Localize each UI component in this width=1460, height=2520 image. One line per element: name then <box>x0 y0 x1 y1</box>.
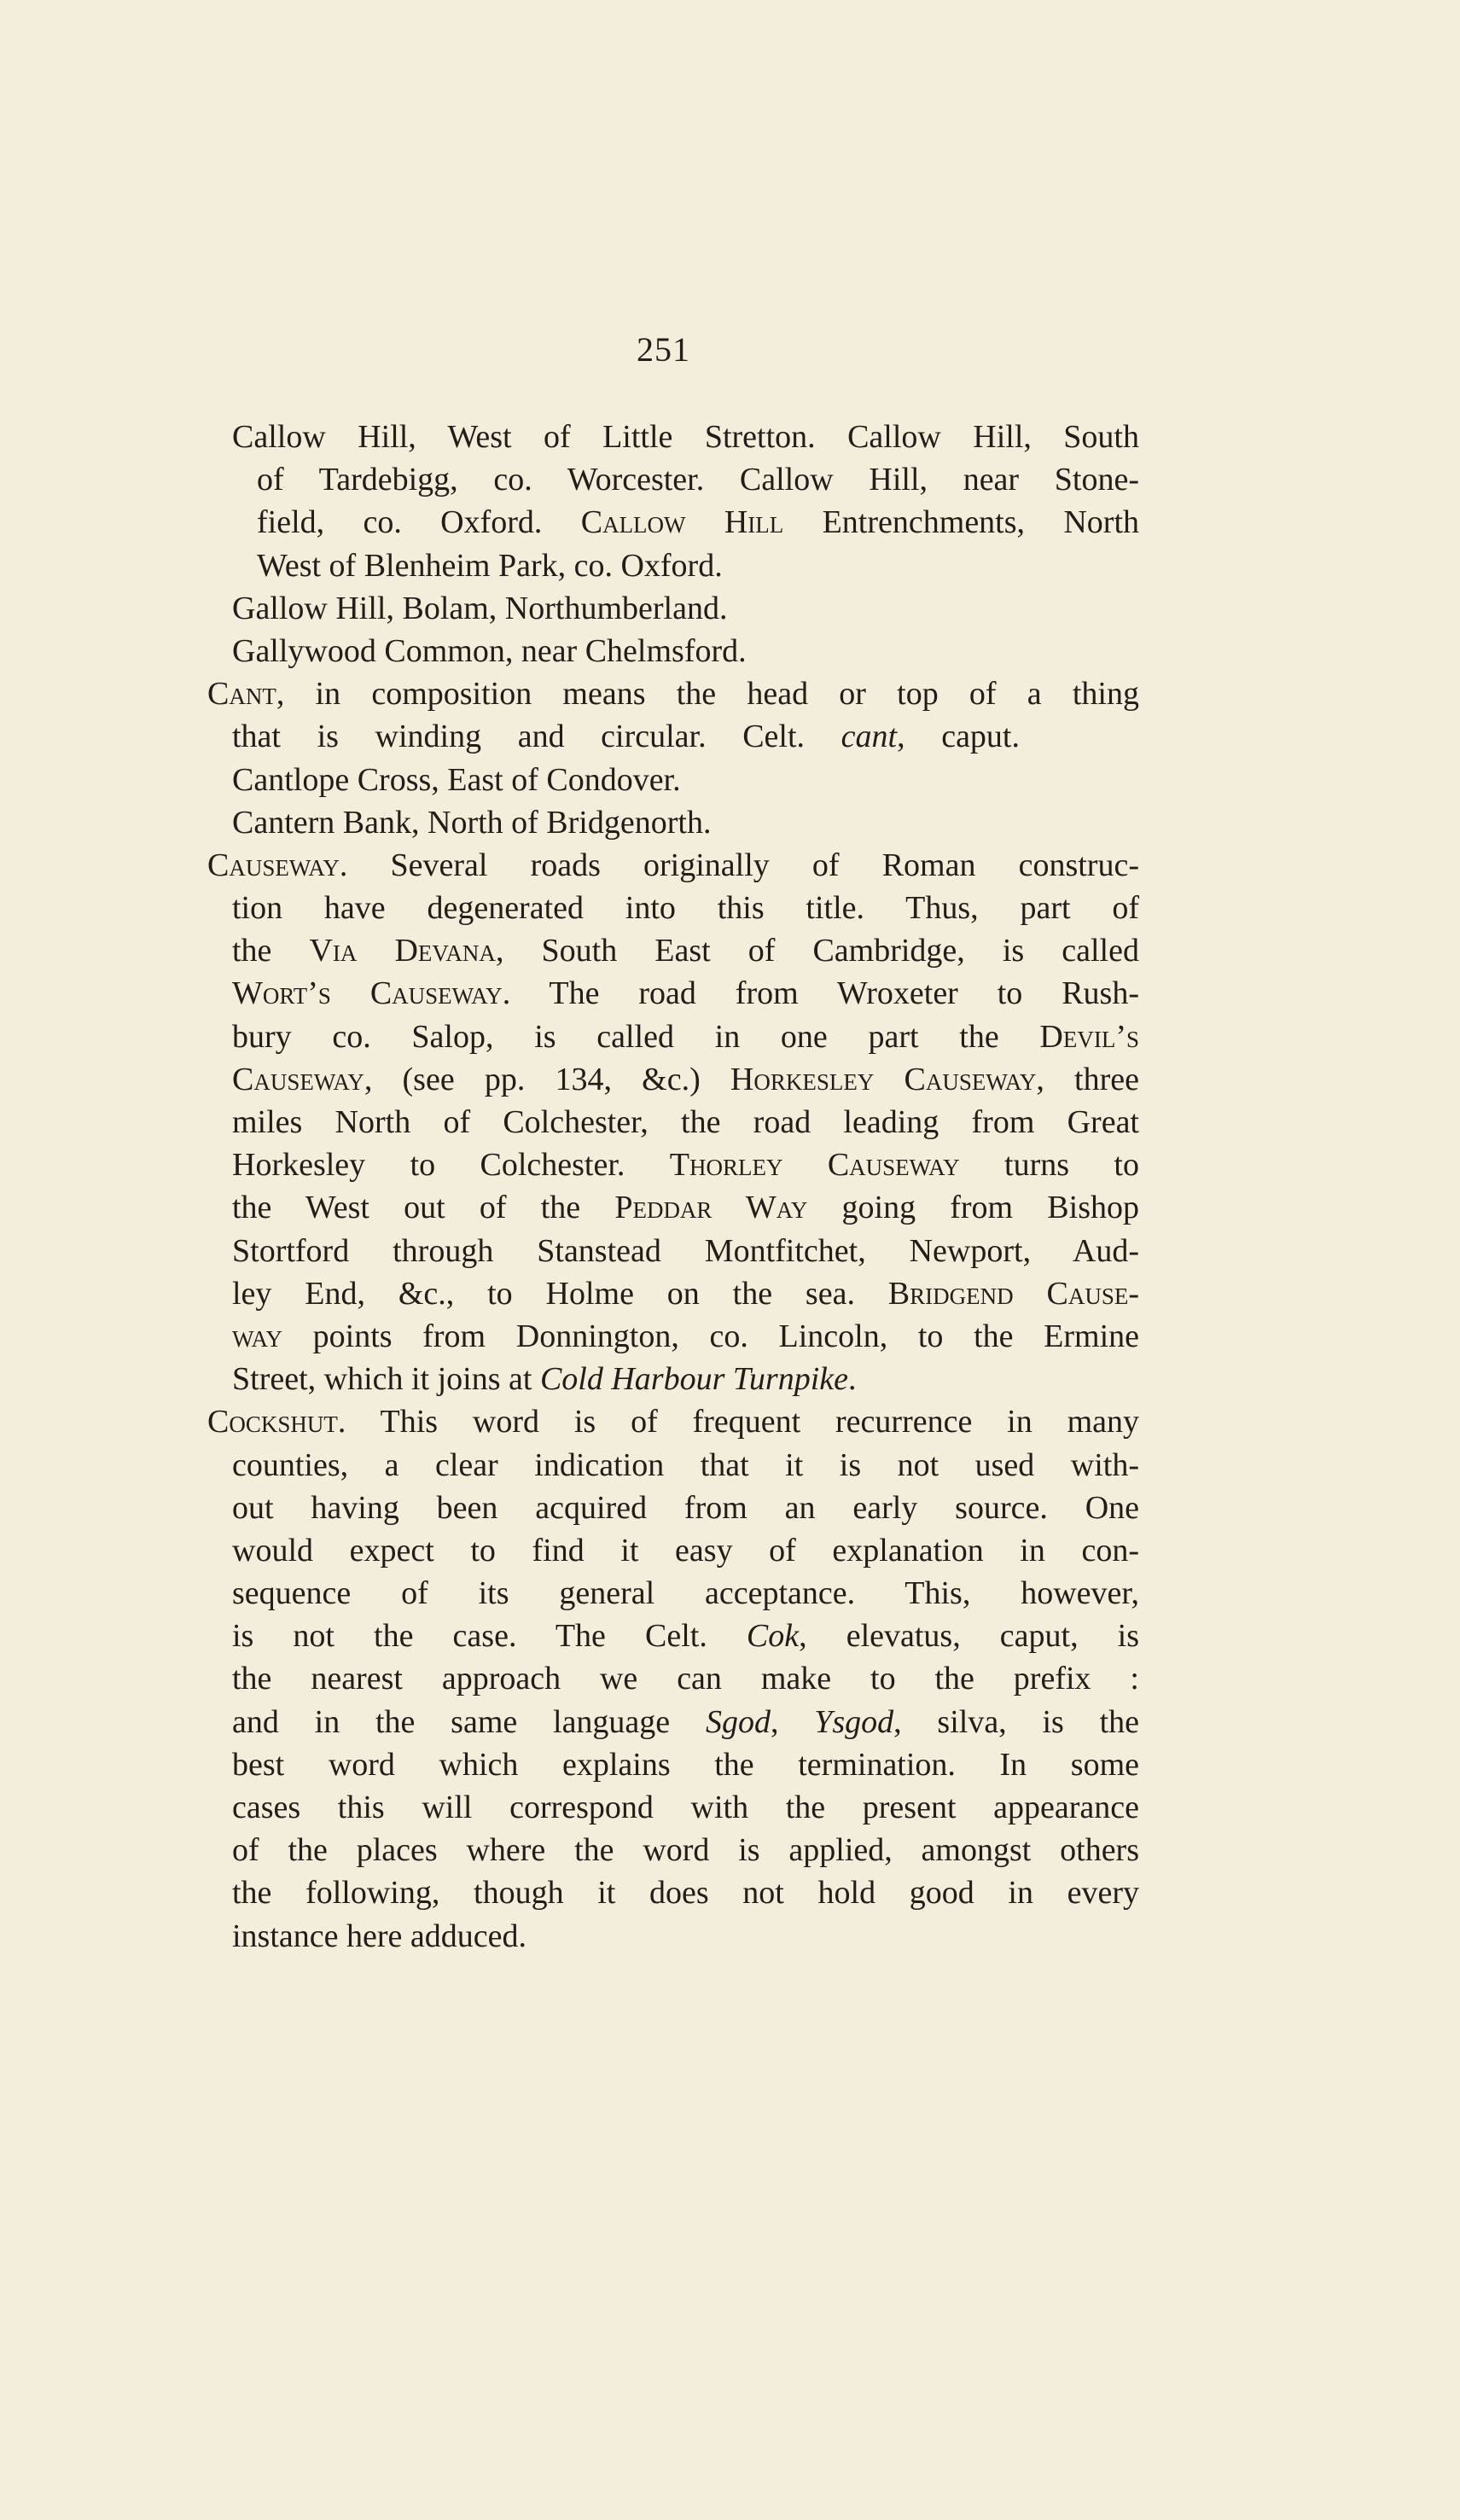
text-line: sequence of its general acceptance. This, however, <box>232 1575 1139 1612</box>
text-line: is not the case. The Celt. Cok, elevatus, caput, is <box>232 1618 1139 1655</box>
text-line: West of Blenheim Park, co. Oxford. <box>257 547 723 584</box>
text-line: cases this will correspond with the present appearance <box>232 1790 1139 1825</box>
text-line: counties, a clear indication that it is not used with- <box>232 1446 1139 1483</box>
text-line: Stortford through Stanstead Montfitchet, Newport, Aud- <box>232 1232 1139 1269</box>
text-line: would expect to find it easy of explanation in con- <box>232 1532 1139 1568</box>
text-line: that is winding and circular. Celt. cant, caput. <box>232 719 1020 755</box>
body-text <box>207 416 1139 1958</box>
text-line: Gallywood Common, near Chelmsford. <box>232 632 747 669</box>
text-line: Cantern Bank, North of Bridgenorth. <box>232 804 712 841</box>
text-line: the Via Devana, South East of Cambridge, is called <box>232 933 1139 969</box>
text-line: instance here adduced. <box>232 1918 526 1954</box>
text-line: and in the same language Sgod, Ysgod, silva, is the <box>232 1703 1139 1740</box>
text-line: ley End, &c., to Holme on the sea. Bridgend Cause- <box>232 1275 1139 1312</box>
text-line: best word which explains the termination. In some <box>232 1746 1139 1783</box>
text-line: Cant, in composition means the head or top of a thing <box>207 676 1139 713</box>
page-number: 251 <box>637 330 690 369</box>
text-line: of the places where the word is applied, amongst others <box>232 1832 1139 1869</box>
text-line: Horkesley to Colchester. Thorley Causeway turns to <box>232 1147 1139 1184</box>
text-line: Causeway, (see pp. 134, &c.) Horkesley Causeway, three <box>232 1061 1139 1097</box>
text-line: the nearest approach we can make to the prefix : <box>232 1661 1139 1697</box>
text-line: way points from Donnington, co. Lincoln, to the Ermine <box>232 1318 1139 1354</box>
text-line: Causeway. Several roads originally of Roman construc- <box>207 847 1139 883</box>
text-line: of Tardebigg, co. Worcester. Callow Hill, near Stone- <box>257 462 1139 498</box>
text-line: Street, which it joins at Cold Harbour Turnpike. <box>232 1361 857 1398</box>
text-line: Cockshut. This word is of frequent recurrence in many <box>207 1404 1139 1440</box>
text-line: bury co. Salop, is called in one part the Devil’s <box>232 1018 1139 1055</box>
text-line: Cantlope Cross, East of Condover. <box>232 761 681 798</box>
text-line: Callow Hill, West of Little Stretton. Callow Hill, South <box>232 419 1139 455</box>
text-line: tion have degenerated into this title. Thus, part of <box>232 890 1139 927</box>
text-line: Wort’s Causeway. The road from Wroxeter to Rush- <box>232 975 1139 1012</box>
text-line: field, co. Oxford. Callow Hill Entrenchments, North <box>257 504 1139 541</box>
text-line: the following, though it does not hold good in every <box>232 1875 1139 1912</box>
text-line: Gallow Hill, Bolam, Northumberland. <box>232 590 728 626</box>
text-line: the West out of the Peddar Way going from Bishop <box>232 1190 1139 1226</box>
text-line: miles North of Colchester, the road leading from Great <box>232 1104 1139 1140</box>
text-line: out having been acquired from an early source. One <box>232 1489 1139 1526</box>
